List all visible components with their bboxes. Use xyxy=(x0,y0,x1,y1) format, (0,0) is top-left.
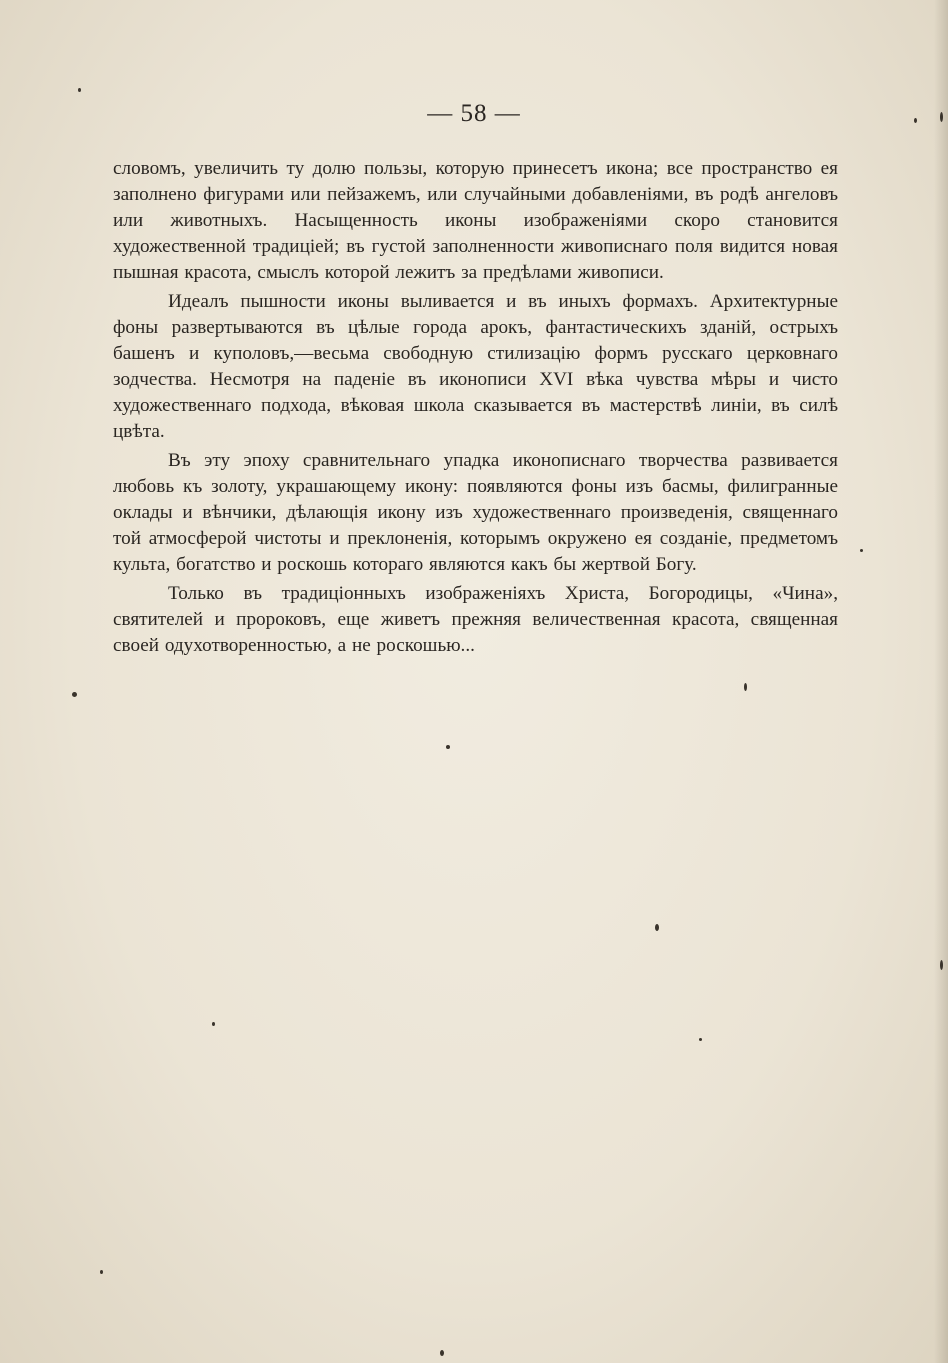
page-edge-shadow xyxy=(934,0,948,1363)
dust-speck xyxy=(655,924,659,931)
body-text xyxy=(113,156,838,659)
dust-speck xyxy=(440,1350,444,1356)
paragraph: Только въ традиціонныхъ изображеніяхъ Христа, Богородицы, «Чина», святителей и пророковъ, еще живетъ прежняя величественная красота, священная своей одухотворенностью, а не роскошью... xyxy=(113,583,838,656)
dust-speck xyxy=(699,1038,702,1041)
paragraph: Въ эту эпоху сравнительнаго упадка иконописнаго творчества развивается любовь къ золоту, украшающему икону: появляются фоны изъ басмы, филигранные оклады и вѣнчики, дѣлающія икону изъ художественнаго произведенія, священнаго той атмосферой чистоты и преклоненія, которымъ окружено ея созданіе, предметомъ культа, богатство и роскошь котораго являются какъ бы жертвой Богу. xyxy=(113,450,838,575)
dust-speck xyxy=(914,118,917,123)
page-number: — 58 — xyxy=(427,100,521,127)
dust-speck xyxy=(212,1022,215,1026)
dust-speck xyxy=(72,692,77,697)
dust-speck xyxy=(860,549,863,552)
dust-speck xyxy=(78,88,81,92)
paragraph: Идеалъ пышности иконы выливается и въ иныхъ формахъ. Архитектурные фоны развертываются въ цѣлые города арокъ, фантастическихъ зданій, острыхъ башенъ и куполовъ,—весьма свободную стилизацію формъ русскаго церковнаго зодчества. Несмотря на паденіе въ иконописи XVI вѣка чувства мѣры и чисто художественнаго подхода, вѣковая школа сказывается въ мастерствѣ линіи, въ силѣ цвѣта. xyxy=(113,291,838,442)
dust-speck xyxy=(744,683,747,691)
dust-speck xyxy=(100,1270,103,1274)
dust-speck xyxy=(940,960,943,970)
paragraph: словомъ, увеличить ту долю пользы, которую принесетъ икона; все пространство ея заполнено фигурами или пейзажемъ, или случайными добавленіями, въ родѣ ангеловъ или животныхъ. Насыщенность иконы изображеніями скоро становится художественной традиціей; въ густой заполненности живописнаго поля видится новая пышная красота, смыслъ которой лежитъ за предѣлами живописи. xyxy=(113,158,838,283)
dust-speck xyxy=(446,745,450,749)
dust-speck xyxy=(940,112,943,122)
